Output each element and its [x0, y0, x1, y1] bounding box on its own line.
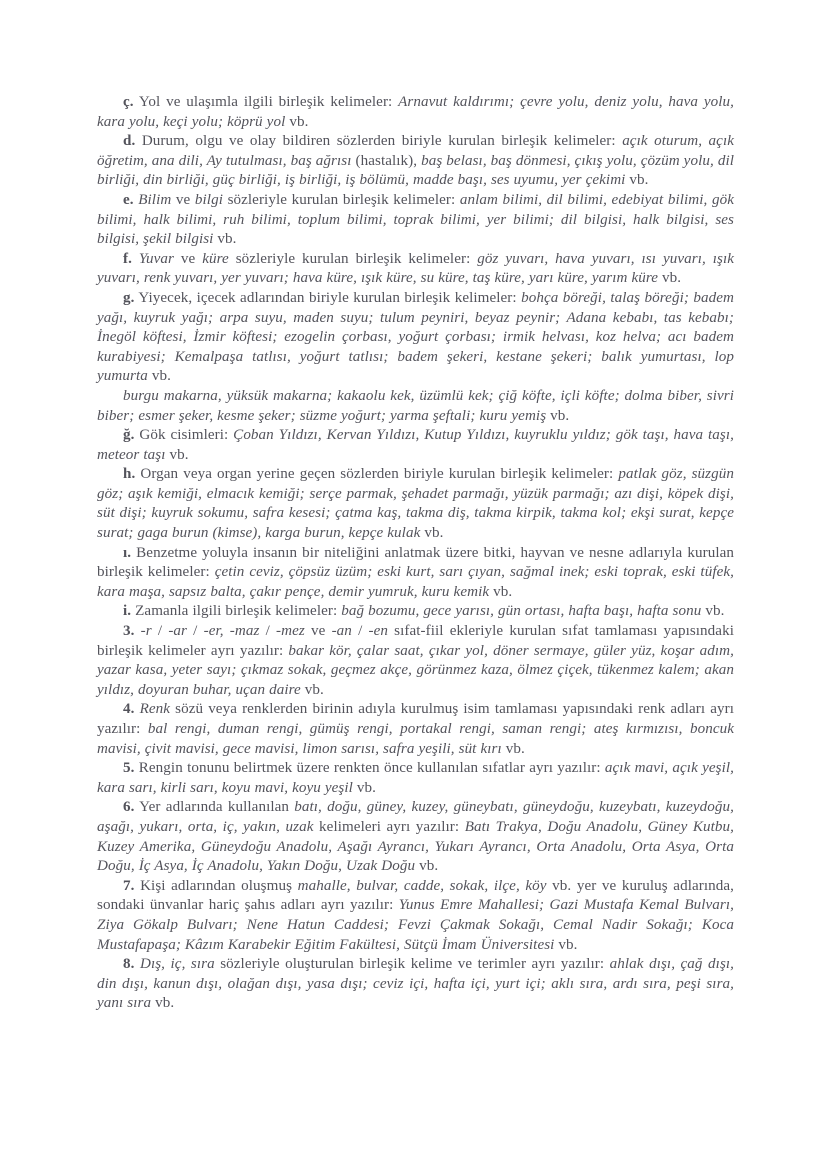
text-run: vb. — [420, 525, 444, 542]
paragraph-marker: i. — [123, 603, 132, 620]
text-run: mahalle, bulvar, cadde, sokak, ilçe, köy — [297, 877, 547, 894]
paragraph — [97, 544, 734, 603]
text-run: göz yuvarı, hava yuvarı, ısı yuvarı, ışık yuvarı, renk yuvarı, yer yuvarı; hava küre, ışık küre, su küre, taş küre, yarı küre, yarım küre — [97, 250, 735, 287]
paragraph-marker: 3. — [123, 623, 135, 640]
paragraph-marker: 7. — [123, 877, 135, 894]
text-run: küre — [202, 250, 229, 267]
paragraph — [97, 622, 734, 700]
text-run: Renk — [139, 701, 171, 718]
paragraph-marker: d. — [123, 133, 136, 150]
text-run: Dış, iç, sıra — [139, 956, 215, 973]
paragraph-marker: 4. — [123, 701, 135, 718]
text-run: vb. — [701, 603, 725, 620]
text-run: açık mavi, açık yeşil, kara sarı, kirli sarı, koyu mavi, koyu yeşil — [97, 760, 735, 796]
text-run: vb. — [489, 583, 513, 600]
text-run: vb. — [501, 740, 525, 757]
text-run: vb. — [546, 407, 570, 424]
text-run: / — [351, 623, 369, 640]
text-run: Bilim — [138, 191, 172, 208]
text-run: Organ veya organ yerine geçen sözlerden biriyle kurulan birleşik kelimeler: — [135, 466, 619, 483]
paragraph-marker: f. — [123, 250, 132, 267]
text-run: ve — [304, 623, 332, 640]
paragraph — [97, 877, 734, 955]
text-run: / — [151, 623, 169, 640]
text-run: batı, doğu, güney, kuzey, güneybatı, güneydoğu, kuzeybatı, kuzeydoğu, aşağı, yukarı, orta, iç, yakın, uzak — [97, 799, 734, 835]
text-run: / — [187, 623, 204, 640]
text-run: (hastalık), — [351, 152, 422, 169]
text-run: Batı Trakya, Doğu Anadolu, Güney Kutbu, Kuzey Amerika, Güneydoğu Anadolu, Aşağı Ayrancı, Yukarı Ayrancı, Orta Anadolu, Orta Asya, Orta Doğu, İç Asya, İç Anadolu, Yakın Doğu, Uzak Doğu — [97, 818, 734, 875]
paragraph — [97, 250, 734, 289]
text-run: Durum, olgu ve olay bildiren sözlerden biriyle kurulan birleşik kelimeler: — [135, 133, 623, 150]
text-run: Rengin tonunu belirtmek üzere renkten önce kullanılan sıfatlar ayrı yazılır: — [134, 760, 605, 777]
paragraph-marker: 6. — [123, 799, 135, 816]
text-run: vb. — [147, 368, 171, 385]
paragraph — [97, 798, 734, 876]
paragraph — [97, 759, 734, 798]
text-run: Benzetme yoluyla insanın bir niteliğini anlatmak üzere bitki, hayvan ve nesne adlarıyla kurulan birleşik kelimeler: — [97, 544, 734, 581]
text-run: -ar — [168, 623, 187, 640]
paragraph-marker: ç. — [123, 94, 134, 110]
paragraph — [97, 191, 734, 250]
paragraph — [97, 387, 734, 426]
text-run: Arnavut kaldırımı; çevre yolu, deniz yolu, hava yolu, kara yolu, keçi yolu; köprü yol — [97, 94, 734, 130]
text-run: sıfat-fiil ekleriyle kurulan sıfat tamlaması yapısındaki birleşik kelimeler ayrı yazılır: — [97, 623, 734, 659]
text-run: -an — [331, 623, 352, 640]
text-run: ve — [173, 250, 203, 267]
paragraph-marker: e. — [123, 191, 134, 208]
text-run: Gök cisimleri: — [134, 427, 234, 444]
paragraph — [97, 700, 734, 759]
text-run: vb. yer ve kuruluş adlarında, sondaki ünvanlar hariç şahıs adları ayrı yazılır: — [97, 877, 734, 914]
text-column — [97, 93, 734, 1014]
paragraph-marker: ı. — [123, 544, 132, 561]
text-run: vb. — [352, 779, 376, 796]
text-run: patlak göz, süzgün göz; aşık kemiği, elmacık kemiği; serçe parmak, şehadet parmağı, yüzük parmağı; azı dişi, köpek dişi, süt dişi; kuyruk sokumu, safra kesesi; çatma kaş, takma diş, takma kirpik, takma kol; ekşi surat, kepçe surat; gaga burun (kimse), karga burun, kepçe kulak — [97, 466, 734, 542]
text-run: bilgi — [194, 191, 223, 208]
text-run: ve — [171, 191, 195, 208]
text-run: bohça böreği, talaş böreği; badem yağı, kuyruk yağı; arpa suyu, maden suyu; tulum peyniri, beyaz peynir; Adana kebabı, tas kebabı; İnegöl köftesi, İzmir köftesi; ezogelin çorbası, yoğurt çorbası; irmik helvası, koz helva; acı badem kurabiyesi; Kemalpaşa tatlısı, yoğurt tatlısı; badem şekeri, kestane şekeri; balık yumurtası, lop yumurta — [97, 289, 734, 385]
paragraph — [97, 289, 734, 387]
text-run: vb. — [415, 858, 439, 875]
text-run: kelimeleri ayrı yazılır: — [313, 818, 465, 835]
paragraph-marker: ğ. — [123, 427, 135, 444]
text-run: bal rengi, duman rengi, gümüş rengi, portakal rengi, saman rengi; ateş kırmızısı, boncuk mavisi, çivit mavisi, gece mavisi, limon sarısı, safra yeşili, süt kırı — [97, 721, 734, 757]
text-run: sözleriyle oluşturulan birleşik kelime ve terimler ayrı yazılır: — [214, 956, 610, 973]
paragraph — [97, 465, 734, 543]
text-run: -er, -maz — [203, 623, 260, 640]
text-run: vb. — [165, 446, 189, 463]
text-run: sözleriyle kurulan birleşik kelimeler: — [228, 250, 478, 267]
text-run: Kişi adlarından oluşmuş — [134, 877, 298, 894]
text-run: Yuvar — [138, 250, 174, 267]
text-run: ahlak dışı, çağ dışı, din dışı, kanun dışı, olağan dışı, yasa dışı; ceviz içi, hafta içi, yurt içi; aklı sıra, ardı sıra, peşi sıra, yanı sıra — [97, 956, 735, 1012]
text-run: Yer adlarında kullanılan — [134, 799, 295, 816]
text-run: vb. — [658, 270, 682, 287]
text-run: sözleriyle kurulan birleşik kelimeler: — [222, 191, 460, 208]
paragraph-marker: g. — [123, 289, 135, 306]
text-run: Yunus Emre Mahallesi; Gazi Mustafa Kemal Bulvarı, Ziya Gökalp Bulvarı; Nene Hatun Caddesi; Fevzi Çakmak Sokağı, Cemal Nadir Sokağı; Koca Mustafapaşa; Kâzım Karabekir Eğitim Fakültesi, Sütçü İmam Üniversitesi — [97, 897, 734, 953]
text-run: vb. — [625, 172, 649, 189]
text-run: vb. — [213, 231, 237, 248]
text-run: bakar kör, çalar saat, çıkar yol, döner sermaye, güler yüz, koşar adım, yazar kasa, yeter sayı; çıkmaz sokak, geçmez akçe, görünmez kaza, ölmez çiçek, tükenmez kalem; akan yıldız, doyuran buhar, uçan daire — [97, 642, 734, 698]
paragraph — [97, 132, 734, 191]
paragraph — [97, 955, 734, 1014]
text-run: Zamanla ilgili birleşik kelimeler: — [131, 603, 342, 620]
text-run: çetin ceviz, çöpsüz üzüm; eski kurt, sarı çıyan, sağmal inek; eski toprak, eski tüfek, kara maşa, sapsız balta, çakır pençe, demir yumruk, kuru kemik — [97, 564, 734, 600]
paragraph — [97, 602, 734, 622]
paragraph-marker: h. — [123, 466, 136, 483]
text-run: Çoban Yıldızı, Kervan Yıldızı, Kutup Yıldızı, kuyruklu yıldız; gök taşı, hava taşı, meteor taşı — [97, 427, 734, 463]
text-run: baş belası, baş dönmesi, çıkış yolu, çözüm yolu, dil birliği, din birliği, güç birliği, iş birliği, iş bölümü, madde başı, ses uyumu, yer çekimi — [97, 152, 734, 189]
text-run: bağ bozumu, gece yarısı, gün ortası, hafta başı, hafta sonu — [341, 603, 702, 620]
text-run: vb. — [554, 936, 578, 953]
paragraph-marker: 5. — [123, 760, 135, 777]
text-run: Yol ve ulaşımla ilgili birleşik kelimeler: — [133, 94, 399, 110]
text-run: -mez — [276, 623, 305, 640]
paragraph — [97, 426, 734, 465]
text-run: -r — [140, 623, 152, 640]
text-run: açık oturum, açık öğretim, ana dili, Ay tutulması, baş ağrısı — [97, 133, 734, 169]
text-run: vb. — [285, 113, 309, 130]
paragraph — [97, 93, 734, 132]
text-run: -en — [368, 623, 389, 640]
paragraph-marker: 8. — [123, 956, 135, 973]
text-run: vb. — [151, 995, 175, 1012]
text-run: / — [259, 623, 277, 640]
text-run: vb. — [300, 681, 324, 698]
text-run: burgu makarna, yüksük makarna; kakaolu kek, üzümlü kek; çiğ köfte, içli köfte; dolma biber, sivri biber; esmer şeker, kesme şeker; süzme yoğurt; yarma şeftali; kuru yemiş — [97, 387, 734, 424]
text-run — [132, 251, 139, 267]
text-run: sözü veya renklerden birinin adıyla kurulmuş isim tamlaması yapısındaki renk adları ayrı yazılır: — [97, 701, 735, 737]
text-run: anlam bilimi, dil bilimi, edebiyat bilimi, gök bilimi, halk bilimi, ruh bilimi, toplum bilimi, toprak bilimi, yer bilimi; dil bilgisi, halk bilgisi, ses bilgisi, şekil bilgisi — [97, 191, 735, 248]
text-run: Yiyecek, içecek adlarından biriyle kurulan birleşik kelimeler: — [134, 289, 522, 306]
